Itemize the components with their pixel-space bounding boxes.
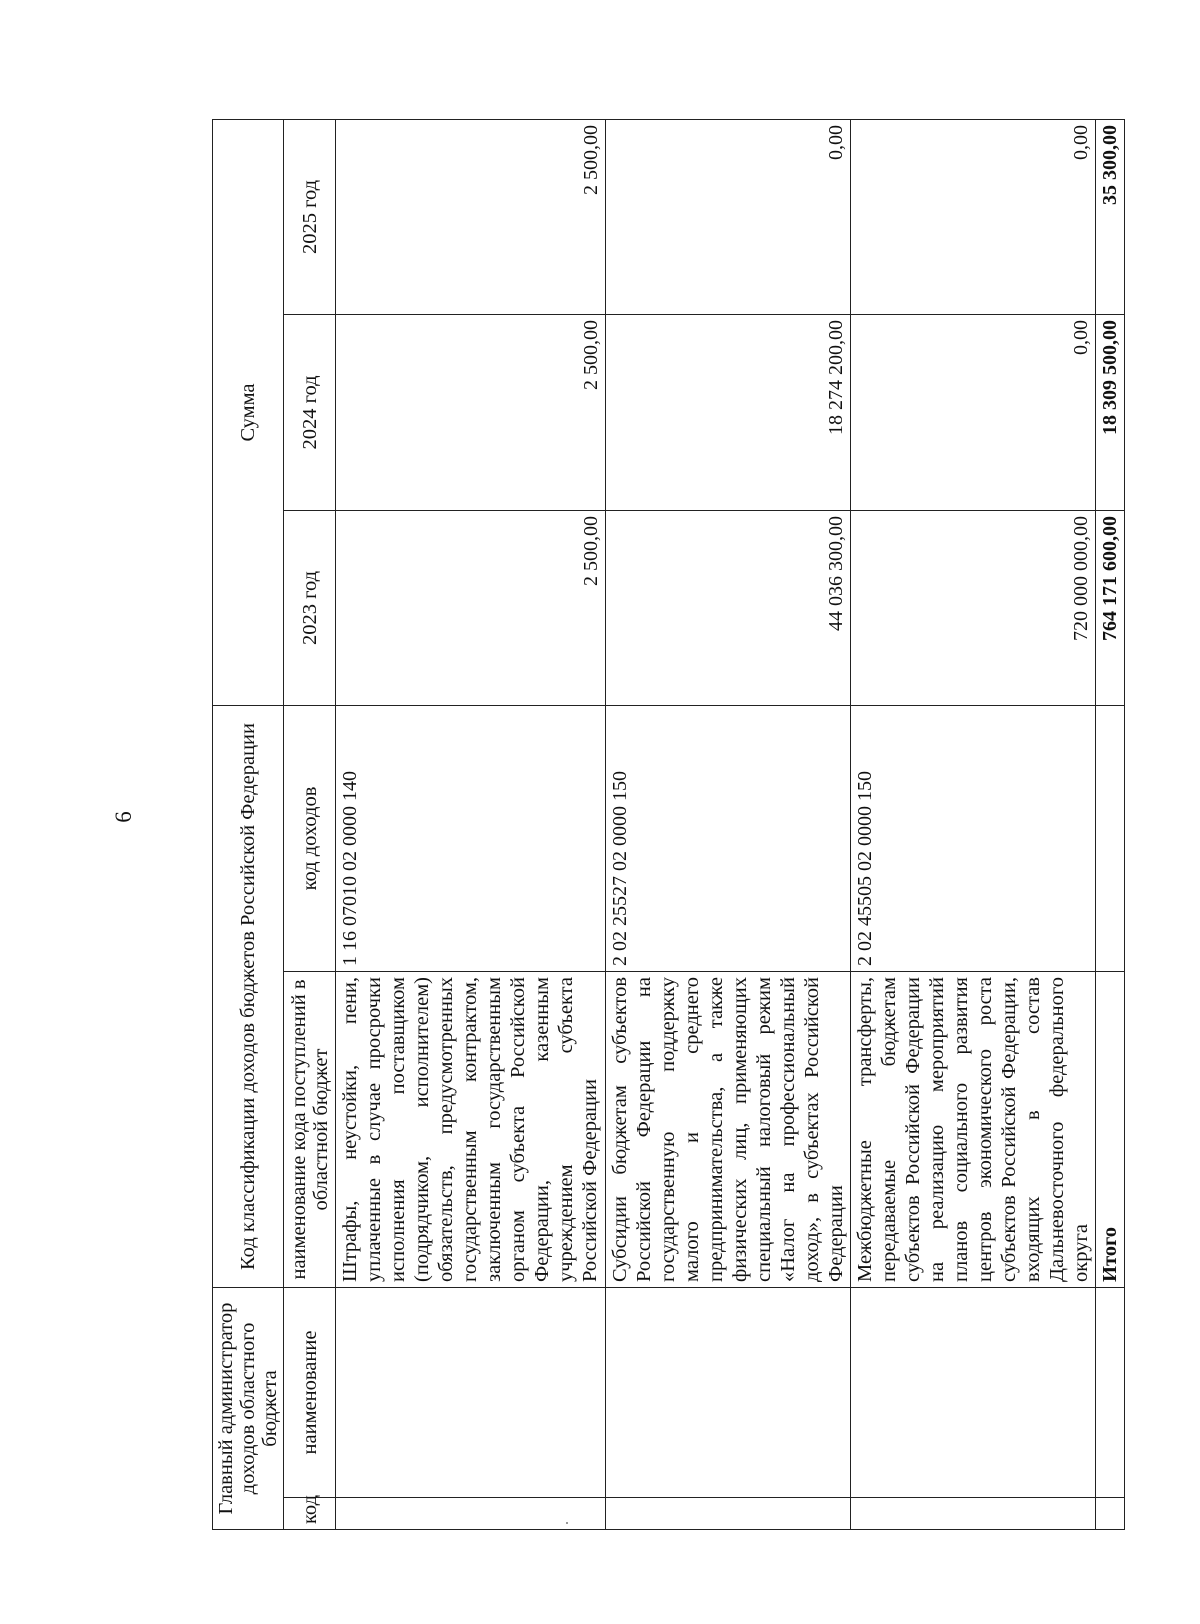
amount-2024-cell: 18 274 200,00	[606, 314, 851, 510]
amount-2024-cell: 0,00	[851, 314, 1096, 510]
header-sum-group: Сумма	[213, 119, 284, 705]
header-2024: 2024 год	[284, 314, 336, 510]
admin-name-cell	[851, 1288, 1096, 1498]
rotated-table-container	[212, 120, 1121, 1530]
header-code-name: наименование кода поступлений в областной бюджет	[284, 972, 336, 1288]
header-code-group: Код классификации доходов бюджетов Российской Федерации	[213, 705, 284, 1287]
amount-2023-cell: 2 500,00	[336, 510, 606, 705]
header-income-code: код доходов	[284, 705, 336, 971]
income-code-cell: 1 16 07010 02 0000 140	[336, 705, 606, 971]
admin-code-cell	[851, 1498, 1096, 1530]
admin-name-cell	[606, 1288, 851, 1498]
amount-2023-cell: 44 036 300,00	[606, 510, 851, 705]
amount-2023-cell: 720 000 000,00	[851, 510, 1096, 705]
header-2025: 2025 год	[284, 119, 336, 314]
amount-2025-cell: 2 500,00	[336, 119, 606, 314]
admin-name-cell	[1096, 1288, 1125, 1498]
table-row	[851, 119, 1096, 1529]
revenue-table	[212, 119, 1125, 1530]
code-name-cell: Штрафы, неустойки, пени, уплаченные в случае просрочки исполнения поставщиком (подрядчиком, исполнителем) обязательств, предусмотренных государственным контрактом, заключенным государственным органом субъекта Российской Федерации, казенным учреждением субъекта Российской Федерации	[336, 972, 606, 1288]
amount-2025-cell: 0,00	[851, 119, 1096, 314]
amount-2025-cell: 0,00	[606, 119, 851, 314]
total-row	[1096, 119, 1125, 1529]
income-code-cell	[1096, 705, 1125, 971]
admin-name-cell	[336, 1288, 606, 1498]
header-admin-code: код	[284, 1498, 336, 1530]
total-label: Итого	[1096, 972, 1125, 1288]
total-2024-cell: 18 309 500,00	[1096, 314, 1125, 510]
total-2025-cell: 35 300,00	[1096, 119, 1125, 314]
income-code-cell: 2 02 25527 02 0000 150	[606, 705, 851, 971]
scan-speck	[566, 1522, 568, 1524]
admin-code-cell	[1096, 1498, 1125, 1530]
total-2023-cell: 764 171 600,00	[1096, 510, 1125, 705]
header-admin-name: наименование	[284, 1288, 336, 1498]
code-name-cell: Межбюджетные трансферты, передаваемые бюджетам субъектов Российской Федерации на реализацию мероприятий планов социального развития центров экономического роста субъектов Российской Федерации, входящих в состав Дальневосточного федерального округа	[851, 972, 1096, 1288]
admin-code-cell	[606, 1498, 851, 1530]
table-row	[336, 119, 606, 1529]
table-row	[606, 119, 851, 1529]
header-2023: 2023 год	[284, 510, 336, 705]
page-number: 6	[110, 811, 136, 823]
income-code-cell: 2 02 45505 02 0000 150	[851, 705, 1096, 971]
amount-2024-cell: 2 500,00	[336, 314, 606, 510]
code-name-cell: Субсидии бюджетам субъектов Российской Федерации на государственную поддержку малого и среднего предпринимательства, а также физических лиц, применяющих специальный налоговый режим «Налог на профессиональный доход», в субъектах Российской Федерации	[606, 972, 851, 1288]
header-admin-group: Главный администратор доходов областного бюджета	[213, 1288, 284, 1530]
admin-code-cell	[336, 1498, 606, 1530]
